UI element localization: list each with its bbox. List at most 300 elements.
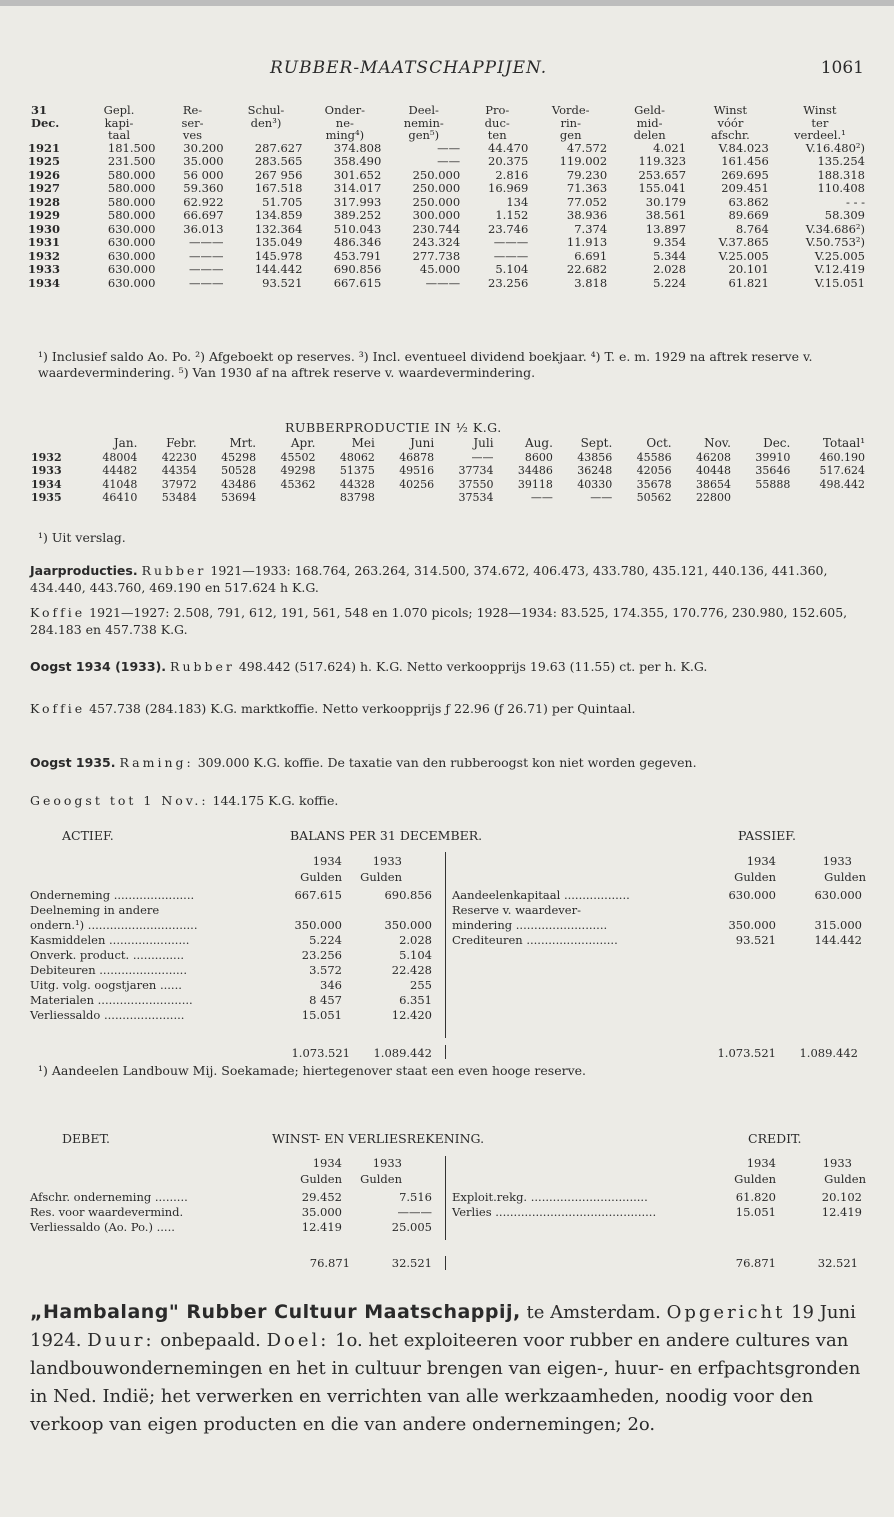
- table-cell: 53694: [221, 491, 257, 504]
- table-cell: 580.000: [107, 181, 156, 195]
- table-cell: V.84.023: [718, 140, 769, 155]
- table-cell: 37550: [458, 477, 494, 491]
- table-cell: 46208: [695, 450, 731, 464]
- wv-left-unit-a: Gulden: [300, 1172, 342, 1186]
- production-header-row: [28, 437, 868, 451]
- balance-right-unit-a: Gulden: [734, 870, 776, 884]
- wv-left-row-value-b: ———: [397, 1205, 432, 1219]
- column-header: Gepl. kapi- taal: [103, 103, 135, 142]
- month-header: Nov.: [704, 436, 731, 450]
- balance-actief-heading: ACTIEF.: [62, 828, 114, 843]
- table-cell: ———: [493, 235, 529, 249]
- balance-right-unit-b: Gulden: [824, 870, 866, 884]
- geoogst-text: 144.175 K.G. koffie.: [212, 793, 339, 808]
- balance-total-left-b: 1.089.442: [373, 1046, 432, 1060]
- oogst-1935-label: Oogst 1935.: [30, 755, 116, 770]
- page-top-edge: [0, 0, 894, 6]
- row-year: 1926: [28, 167, 61, 182]
- table-cell: 37972: [161, 477, 197, 491]
- balance-title: BALANS PER 31 DECEMBER.: [290, 828, 483, 843]
- table-cell: 453.791: [333, 248, 382, 263]
- table-row: [28, 250, 868, 264]
- row-year: 1930: [28, 221, 61, 236]
- table-cell: 2.816: [495, 167, 529, 182]
- table-cell: 59.360: [183, 181, 224, 195]
- table-cell: 167.518: [254, 181, 303, 195]
- wv-left-row-value-b: 7.516: [399, 1190, 432, 1204]
- table-cell: 50528: [221, 464, 257, 477]
- table-cell: V.37.865: [718, 235, 769, 249]
- row-year: 1935: [31, 491, 62, 504]
- table-cell: 144.442: [254, 262, 303, 276]
- table-row: [28, 223, 868, 237]
- table-cell: 20.375: [488, 154, 529, 168]
- geoogst-label: Geoogst tot 1 Nov.:: [30, 793, 209, 808]
- wv-divider: [445, 1156, 446, 1240]
- wv-left-row-label: Afschr. onderneming .........: [30, 1190, 188, 1204]
- table-cell: 630.000: [107, 221, 156, 236]
- month-header: Juni: [410, 436, 435, 450]
- table-cell: 53484: [161, 491, 197, 504]
- table-cell: 287.627: [254, 140, 303, 155]
- table-cell: 36.013: [183, 221, 224, 236]
- balance-right-row-label: Reserve v. waardever-: [452, 903, 581, 917]
- table-cell: 43856: [577, 450, 613, 464]
- table-cell: 317.993: [333, 194, 382, 209]
- table-cell: 44354: [161, 464, 197, 477]
- balance-left-unit-b: Gulden: [360, 870, 402, 884]
- balance-right-row-value-a: 350.000: [728, 918, 776, 932]
- table-cell: 23.746: [488, 221, 529, 236]
- table-cell: 46410: [102, 491, 138, 504]
- balance-right-row-value-a: 630.000: [728, 888, 776, 902]
- rubber-text: 1921—1933: 168.764, 263.264, 314.500, 374.672, 406.473, 433.780, 435.121, 440.136, 441.360, 434.440, 443.760, 469.190 en 517.624 h K.G.: [30, 563, 828, 595]
- production-title: RUBBERPRODUCTIE IN ½ K.G.: [285, 420, 502, 435]
- month-header: Aug.: [525, 436, 553, 450]
- table-cell: 301.652: [333, 167, 382, 182]
- table-cell: 62.922: [183, 194, 224, 209]
- table-row: [28, 263, 868, 277]
- wv-debet-heading: DEBET.: [62, 1131, 110, 1146]
- table-cell: 630.000: [107, 275, 156, 290]
- table-cell: 155.041: [638, 181, 687, 195]
- wv-left-row-label: Verliessaldo (Ao. Po.) .....: [30, 1220, 175, 1234]
- balance-passief-heading: PASSIEF.: [738, 828, 796, 843]
- column-header: 31 Dec.: [31, 103, 60, 130]
- production-corner: [28, 437, 81, 451]
- table-cell: 119.002: [559, 154, 608, 168]
- wv-total-left-b: 32.521: [391, 1256, 432, 1270]
- table-cell: 58.309: [824, 208, 865, 222]
- balance-right-row-label: mindering .........................: [452, 918, 608, 932]
- balance-left-row-label: Verliessaldo ......................: [30, 1008, 185, 1022]
- column-header: Winst vóór afschr.: [711, 103, 750, 142]
- row-year: 1934: [31, 477, 62, 491]
- table-cell: 79.230: [566, 167, 608, 182]
- table-cell: 38654: [695, 477, 731, 491]
- table-cell: 269.695: [721, 167, 769, 182]
- balance-divider: [445, 852, 446, 1038]
- column-header: Winst ter verdeel.¹: [794, 103, 846, 142]
- table-cell: ———: [189, 262, 224, 276]
- raming-text: 309.000 K.G. koffie. De taxatie van den rubberoogst kon niet worden gegeven.: [197, 755, 697, 770]
- table-cell: 630.000: [107, 262, 156, 276]
- table-cell: 580.000: [107, 208, 156, 222]
- table-cell: 209.451: [721, 181, 769, 195]
- table-row: [28, 155, 868, 169]
- oogst-1934-koffie: [30, 700, 866, 717]
- row-year: 1929: [28, 208, 61, 222]
- month-header: Mrt.: [229, 436, 257, 450]
- table-cell: ——: [437, 154, 461, 168]
- hambalang-t1: te Amsterdam.: [520, 1302, 667, 1323]
- month-header: Febr.: [166, 436, 197, 450]
- table-cell: V.50.753²): [805, 235, 865, 249]
- table-cell: 283.565: [254, 154, 303, 168]
- table-cell: ——: [590, 491, 613, 504]
- table-cell: 8600: [524, 450, 553, 464]
- table-cell: 56 000: [183, 167, 224, 182]
- table-cell: ———: [189, 275, 224, 290]
- wv-total-left-a: 76.871: [309, 1256, 350, 1270]
- jaarproducties-label: Jaarproducties.: [30, 563, 138, 578]
- table-cell: 39910: [755, 450, 791, 464]
- row-year: 1933: [31, 464, 62, 477]
- table-cell: 314.017: [333, 181, 382, 195]
- jaarproducties-rubber: [30, 562, 866, 596]
- wv-credit-heading: CREDIT.: [748, 1131, 802, 1146]
- table-cell: 300.000: [412, 208, 461, 222]
- balance-right-year-b: 1933: [822, 854, 852, 868]
- table-cell: 3.818: [574, 275, 608, 290]
- table-cell: 6.691: [574, 248, 608, 263]
- table-cell: 42056: [636, 464, 672, 477]
- table-cell: 46878: [399, 450, 435, 464]
- table-cell: 30.200: [183, 140, 224, 155]
- balance-left-row-value-a: 8 457: [309, 993, 342, 1007]
- table-cell: - - -: [846, 194, 865, 209]
- table-cell: V.25.005: [718, 248, 769, 263]
- balance-total-right-b: 1.089.442: [799, 1046, 858, 1060]
- table-cell: 5.344: [653, 248, 687, 263]
- table-cell: 267 956: [254, 167, 303, 182]
- row-year: 1928: [28, 194, 61, 209]
- wv-total-divider: [445, 1256, 446, 1270]
- table-cell: 181.500: [107, 140, 156, 155]
- balance-total-right-a: 1.073.521: [717, 1046, 776, 1060]
- table-cell: ———: [189, 248, 224, 263]
- production-row: [28, 478, 868, 492]
- table-cell: 49298: [280, 464, 316, 477]
- hambalang-t4: 1o. het exploiteeren voor rubber en andere cultures van landbouwondernemingen en het in cultuur brengen van eigen-, huur- en erfpachtsgronden in Ned. Indië; het verwerken en verrichten van alle werkzaamheden, noodig voor den verkoop van eigen producten en die van andere ondernemingen; 2o.: [30, 1330, 861, 1435]
- table-cell: 89.669: [728, 208, 769, 222]
- wv-left-year-b: 1933: [372, 1156, 402, 1170]
- column-header: Geld- mid- delen: [633, 103, 666, 142]
- table-cell: [259, 491, 318, 505]
- oogst-1934-koffie-text: 457.738 (284.183) K.G. marktkoffie. Netto verkoopprijs ƒ 22.96 (ƒ 26.71) per Quintaal.: [89, 701, 636, 716]
- balance-left-row-value-a: 5.224: [309, 933, 342, 947]
- table-cell: 38.936: [566, 208, 608, 222]
- financial-history-table: [28, 104, 868, 290]
- table-row: [28, 196, 868, 210]
- table-cell: 135.049: [254, 235, 303, 249]
- balance-footnote: ¹) Aandeelen Landbouw Mij. Soekamade; hiertegenover staat een even hooge reserve.: [38, 1063, 587, 1078]
- balance-left-row-value-b: 12.420: [391, 1008, 432, 1022]
- column-header: Deel- nemin- gen⁵): [403, 103, 444, 142]
- main-table-footnotes: ¹) Inclusief saldo Ao. Po. ²) Afgeboekt op reserves. ³) Incl. eventueel dividend boekjaar. ⁴) T. e. m. 1929 na aftrek reserve v. waardevermindering. ⁵) Van 1930 af na aftrek reserve v. waardevermindering.: [38, 349, 813, 380]
- table-cell: 498.442: [819, 477, 865, 491]
- table-cell: 9.354: [653, 235, 687, 249]
- balance-left-row-value-a: 23.256: [301, 948, 342, 962]
- wv-title: WINST- EN VERLIESREKENING.: [272, 1131, 485, 1146]
- table-cell: 34486: [517, 464, 553, 477]
- oogst-1934-label: Oogst 1934 (1933).: [30, 659, 167, 674]
- hambalang-title: „Hambalang" Rubber Cultuur Maatschappij,: [30, 1301, 521, 1323]
- table-cell: 45298: [221, 450, 257, 464]
- wv-right-row-value-a: 15.051: [735, 1205, 776, 1219]
- wv-right-year-a: 1934: [746, 1156, 776, 1170]
- table-cell: 145.978: [254, 248, 303, 263]
- balance-left-row-value-a: 346: [320, 978, 342, 992]
- production-note: ¹) Uit verslag.: [38, 530, 126, 545]
- running-title: RUBBER-MAATSCHAPPIJEN.: [270, 58, 548, 78]
- wv-left-row-label: Res. voor waardevermind.: [30, 1205, 184, 1219]
- table-cell: 77.052: [566, 194, 608, 209]
- table-cell: 40448: [695, 464, 731, 477]
- table-cell: 66.697: [183, 208, 224, 222]
- balance-left-row-value-b: 22.428: [391, 963, 432, 977]
- wv-right-row-label: Verlies ............................................: [452, 1205, 657, 1219]
- doel-label: Doel:: [266, 1330, 330, 1351]
- balance-left-row-value-a: 350.000: [294, 918, 342, 932]
- table-cell: 45586: [636, 450, 672, 464]
- table-cell: 135.254: [817, 154, 865, 168]
- table-cell: V.12.419: [814, 262, 865, 276]
- table-cell: 231.500: [107, 154, 156, 168]
- production-table: [28, 437, 868, 505]
- balance-left-row-label: Onderneming ......................: [30, 888, 195, 902]
- wv-total-right-b: 32.521: [817, 1256, 858, 1270]
- table-cell: 253.657: [638, 167, 687, 182]
- hambalang-t3: onbepaald.: [154, 1330, 267, 1351]
- table-cell: 45362: [280, 477, 316, 491]
- balance-left-row-value-b: 5.104: [399, 948, 432, 962]
- table-cell: ——: [471, 450, 494, 464]
- wv-left-row-value-a: 29.452: [301, 1190, 342, 1204]
- table-cell: 61.821: [728, 275, 769, 290]
- table-cell: 36248: [577, 464, 613, 477]
- table-row: [28, 209, 868, 223]
- balance-left-row-value-a: 15.051: [301, 1008, 342, 1022]
- balance-right-row-label: Aandeelenkapitaal ..................: [452, 888, 630, 902]
- table-cell: 50562: [636, 491, 672, 504]
- table-cell: 45.000: [419, 262, 461, 276]
- production-row: [28, 451, 868, 465]
- table-cell: 41048: [102, 477, 138, 491]
- balance-left-row-label: Onverk. product. ..............: [30, 948, 185, 962]
- table-cell: 630.000: [107, 235, 156, 249]
- wv-total-right-a: 76.871: [735, 1256, 776, 1270]
- table-cell: 250.000: [412, 181, 461, 195]
- table-cell: ——: [530, 491, 553, 504]
- production-row: [28, 491, 868, 505]
- table-cell: V.34.686²): [805, 221, 865, 236]
- table-cell: 4.021: [653, 140, 687, 155]
- balance-right-row-value-b: 630.000: [814, 888, 862, 902]
- table-header-row: [28, 104, 868, 142]
- table-cell: V.16.480²): [805, 140, 865, 155]
- balance-left-row-label: Materialen ..........................: [30, 993, 193, 1007]
- balance-left-row-label: Debiteuren ........................: [30, 963, 187, 977]
- table-cell: 63.862: [728, 194, 769, 209]
- oogst-1935-geoogst: [30, 792, 866, 809]
- month-header: Jan.: [113, 436, 138, 450]
- balance-left-row-label: ondern.¹) ..............................: [30, 918, 198, 932]
- month-header: Mei: [351, 436, 375, 450]
- balance-left-row-label: Deelneming in andere: [30, 903, 160, 917]
- balance-left-row-label: Kasmiddelen ......................: [30, 933, 190, 947]
- balance-right-row-label: Crediteuren .........................: [452, 933, 618, 947]
- table-cell: 20.101: [728, 262, 769, 276]
- wv-left-row-value-a: 35.000: [301, 1205, 342, 1219]
- opgericht-label: Opgericht: [666, 1302, 786, 1323]
- table-cell: 44482: [102, 464, 138, 477]
- row-year: 1932: [28, 248, 61, 263]
- row-year: 1925: [28, 154, 61, 168]
- page-header: [0, 58, 894, 82]
- table-cell: 93.521: [262, 275, 303, 290]
- table-cell: 630.000: [107, 248, 156, 263]
- table-cell: 35678: [636, 477, 672, 491]
- oogst-1934-koffie-label: Koffie: [30, 701, 86, 716]
- month-header: Apr.: [290, 436, 316, 450]
- balance-left-row-value-b: 2.028: [399, 933, 432, 947]
- table-cell: 55888: [755, 477, 791, 491]
- rubber-label: Rubber: [141, 563, 207, 578]
- table-cell: 243.324: [412, 235, 461, 249]
- table-cell: 44.470: [488, 140, 529, 155]
- wv-right-row-value-b: 20.102: [821, 1190, 862, 1204]
- raming-label: Raming:: [119, 755, 194, 770]
- row-year: 1927: [28, 181, 61, 195]
- table-cell: 486.346: [333, 235, 382, 249]
- table-cell: 580.000: [107, 194, 156, 209]
- oogst-1935-raming: [30, 754, 866, 771]
- koffie-label: Koffie: [30, 605, 86, 620]
- table-cell: V.25.005: [814, 248, 865, 263]
- table-row: [28, 182, 868, 196]
- table-cell: 690.856: [333, 262, 382, 276]
- month-header: Juli: [473, 436, 494, 450]
- wv-left-row-value-b: 25.005: [391, 1220, 432, 1234]
- balance-left-row-label: Uitg. volg. oogstjaren ......: [30, 978, 182, 992]
- table-cell: 110.408: [817, 181, 865, 195]
- table-cell: 38.561: [645, 208, 687, 222]
- table-cell: 49516: [399, 464, 435, 477]
- table-cell: 7.374: [574, 221, 608, 236]
- wv-right-row-value-a: 61.820: [735, 1190, 776, 1204]
- balance-total-divider: [445, 1045, 446, 1059]
- table-cell: 460.190: [819, 450, 865, 464]
- balance-left-row-value-b: 6.351: [399, 993, 432, 1007]
- table-cell: 230.744: [412, 221, 461, 236]
- balance-left-unit-a: Gulden: [300, 870, 342, 884]
- table-cell: 35646: [755, 464, 791, 477]
- production-row: [28, 464, 868, 478]
- table-cell: 389.252: [333, 208, 382, 222]
- balance-right-row-value-a: 93.521: [735, 933, 776, 947]
- table-cell: 277.738: [412, 248, 461, 263]
- table-cell: 37734: [458, 464, 494, 477]
- table-cell: 11.913: [566, 235, 608, 249]
- balance-right-row-value-b: 144.442: [814, 933, 862, 947]
- table-cell: 374.808: [333, 140, 382, 155]
- column-header: Pro- duc- ten: [484, 103, 510, 142]
- table-cell: 5.104: [495, 262, 529, 276]
- balance-left-row-value-a: 667.615: [294, 888, 342, 902]
- table-cell: ———: [425, 275, 461, 290]
- oogst-1934-rubber-text: 498.442 (517.624) h. K.G. Netto verkoopprijs 19.63 (11.55) ct. per h. K.G.: [238, 659, 708, 674]
- balance-left-year-b: 1933: [372, 854, 402, 868]
- column-header: Vorde- rin- gen: [551, 103, 590, 142]
- table-cell: 5.224: [653, 275, 687, 290]
- balance-right-row-value-b: 315.000: [814, 918, 862, 932]
- hambalang-t2: 19 Juni 1924.: [30, 1302, 856, 1351]
- wv-left-year-a: 1934: [312, 1156, 342, 1170]
- table-cell: V.15.051: [814, 275, 865, 290]
- table-cell: 39118: [517, 477, 553, 491]
- wv-right-row-value-b: 12.419: [821, 1205, 862, 1219]
- table-cell: 134.859: [254, 208, 303, 222]
- column-header: Schul- den³): [247, 103, 285, 130]
- balance-left-year-a: 1934: [312, 854, 342, 868]
- table-row: [28, 277, 868, 291]
- balance-total-left-a: 1.073.521: [291, 1046, 350, 1060]
- table-cell: ———: [189, 235, 224, 249]
- table-cell: 35.000: [183, 154, 224, 168]
- table-cell: 2.028: [653, 262, 687, 276]
- table-cell: 510.043: [333, 221, 382, 236]
- table-cell: [734, 491, 793, 505]
- row-year: 1921: [28, 140, 61, 155]
- balance-left-row-value-b: 690.856: [384, 888, 432, 902]
- table-cell: 22800: [695, 491, 731, 504]
- row-year: 1933: [28, 262, 61, 276]
- month-header: Dec.: [763, 436, 791, 450]
- oogst-1934-rubber-label: Rubber: [170, 659, 235, 674]
- table-cell: 250.000: [412, 194, 461, 209]
- table-cell: 22.682: [566, 262, 608, 276]
- table-cell: 132.364: [254, 221, 303, 236]
- table-row: [28, 236, 868, 250]
- month-header: Totaal¹: [822, 436, 865, 450]
- column-header: Onder- ne- ming⁴): [324, 103, 366, 142]
- table-cell: ———: [493, 248, 529, 263]
- table-cell: 119.323: [638, 154, 687, 168]
- wv-left-row-value-a: 12.419: [301, 1220, 342, 1234]
- table-cell: 250.000: [412, 167, 461, 182]
- balance-left-row-value-a: 3.572: [309, 963, 342, 977]
- wv-right-unit-a: Gulden: [734, 1172, 776, 1186]
- table-cell: 667.615: [333, 275, 382, 290]
- row-year: 1931: [28, 235, 61, 249]
- table-cell: 42230: [161, 450, 197, 464]
- table-cell: [378, 491, 437, 505]
- table-cell: 358.490: [333, 154, 382, 168]
- table-cell: 8.764: [735, 221, 769, 236]
- table-cell: 188.318: [817, 167, 865, 182]
- table-cell: 13.897: [645, 221, 687, 236]
